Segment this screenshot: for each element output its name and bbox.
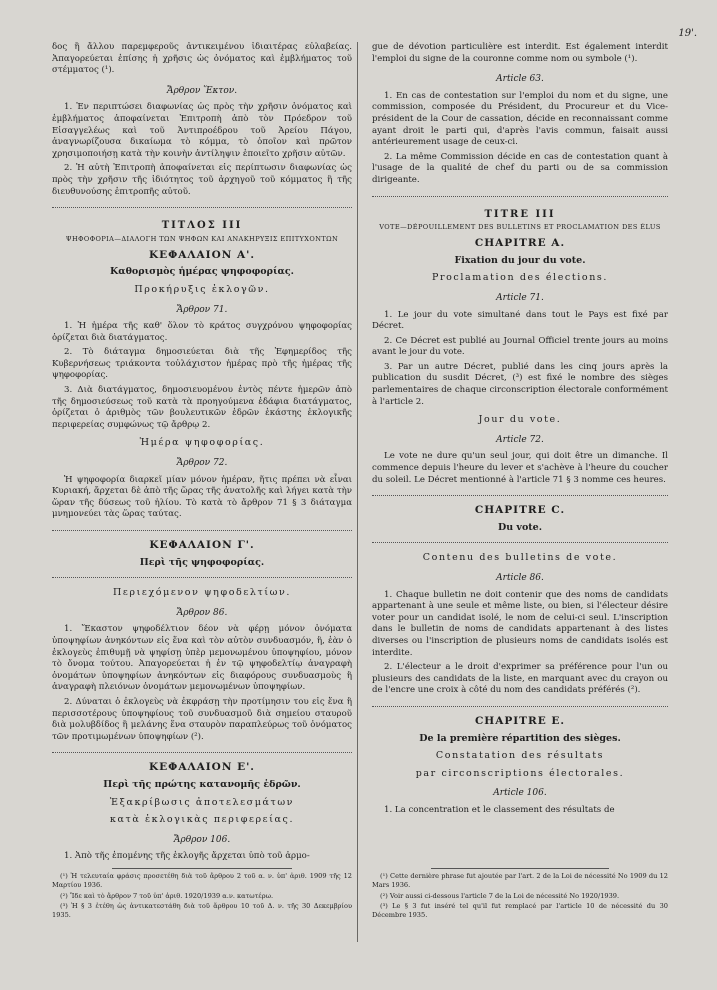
paragraph: δος ἢ ἄλλου παρεμφεροῦς ἀντικειμένου ἰδιαιτέρας εὐλαβείας. Ἀπαγορεύεται ἐπίσης ἡ χρῆσις ὡς ὀνόματος καὶ ἐμβλήματος τοῦ στέμματος (¹). (52, 42, 352, 76)
article-heading: Article 86. (496, 573, 544, 583)
dotted-separator (372, 495, 668, 496)
article-heading: Article 106. (493, 788, 547, 799)
article-heading: Ἄρθρον 72. (176, 458, 228, 469)
footnote: (²) Voir aussi ci-dessous l'article 7 de la Loi de nécessité No 1920/1939. (380, 891, 620, 900)
chapter-heading: CHAPITRE E. (474, 714, 566, 727)
paragraph: 2. La même Commission décide en cas de contestation quant à l'usage de la qualité de chef du parti ou de sa commission dirigeante. (372, 151, 668, 185)
chapter-heading: CHAPITRE A. (474, 237, 566, 250)
section-heading: Constatation des résultats (435, 750, 605, 762)
footnote: (²) Ἴδε καὶ τὸ ἄρθρον 7 τοῦ ὑπ' ἀριθ. 1920/1939 α.ν. κατωτέρω. (60, 891, 274, 900)
french-footnotes (372, 868, 668, 922)
paragraph: 1. Le jour du vote simultané dans tout le Pays est fixé par Décret. (372, 309, 668, 332)
dotted-separator (372, 706, 668, 707)
section-heading: Προκήρυξις ἐκλογῶν. (134, 283, 270, 295)
section-heading: Contenu des bulletins de vote. (422, 552, 618, 564)
title-heading: TITRE III (484, 208, 556, 220)
chapter-heading: ΚΕΦΑΛΑΙΟΝ Γ'. (149, 539, 255, 551)
paragraph: Ἡ ψηφοφορία διαρκεῖ μίαν μόνον ἡμέραν, ἥτις πρέπει νὰ εἶναι Κυριακή, ἄρχεται δὲ ἀπὸ τῆς ὥρας τῆς ἀνατολῆς καὶ λήγει κατὰ τὴν ὥραν τῆς δύσεως τοῦ ἡλίου. Τὸ κατὰ τὸ ἄρθρον 71 § 3 διάταγμα μνημονεύει τὰς ὥρας ταύτας. (52, 474, 352, 520)
paragraph: 3. Διὰ διατάγματος, δημοσιευομένου ἐντὸς πέντε ἡμερῶν ἀπὸ τῆς δημοσιεύσεως τοῦ κατὰ τὰ προηγούμενα ἐδάφια διατάγματος, ὁρίζεται ὁ ἀριθμὸς τῶν βουλευτικῶν ἑδρῶν ἑκάστης ἐκλογικῆς περιφερείας συμφώνως τῷ ἄρθρῳ 2. (52, 385, 352, 430)
greek-footnotes (52, 868, 352, 922)
paragraph: 1. Ἡ ἡμέρα τῆς καθ' ὅλον τὸ κράτος συγχρόνου ψηφοφορίας ὁρίζεται διὰ διατάγματος. (52, 321, 352, 343)
french-column (372, 42, 668, 820)
paragraph: 1. Ἐν περιπτώσει διαφωνίας ὡς πρὸς τὴν χρῆσιν ὀνόματος καὶ ἐμβλήματος ἀποφαίνεται Ἐπιτροπὴ ἀπὸ τὸν Πρόεδρον τοῦ Εἰσαγγελέως καὶ τοῦ Ἀντιπροέδρου τοῦ Ἀρείου Πάγου, ἀναγνωρίζουσα δικαίωμα τὸ κόμμα, τὸ ὁποῖον καὶ πρῶτον χρησιμοποιήσῃ κατὰ τὴν κοινὴν ἀντίληψιν ἐποιεῖτο χρῆσιν αὐτῶν. (52, 102, 352, 159)
paragraph: 1. Ἕκαστον ψηφοδέλτιον δέον νὰ φέρῃ μόνον ὀνόματα ὑποψηφίων ἀνηκόντων εἰς ἕνα καὶ τὸν αὐτὸν συνδυασμόν, ἢ, ἐὰν ὁ ἐκλογεὺς ἐπιθυμῇ νὰ ψηφίσῃ ὑπὲρ μεμονωμένου ὑποψηφίου, μόνον τὸ ὄνομα τούτου. Ἀπαγορεύεται ἡ ἐν τῷ ψηφοδελτίῳ ἀναγραφὴ ὀνομάτων ὑποψηφίων ἀνηκόντων εἰς διαφόρους συνδυασμοὺς ἢ ἀναγραφὴ πλειόνων ὀνομάτων μεμονωμένων ὑποψηφίων. (52, 624, 352, 693)
paragraph: 1. La concentration et le classement des résultats de (384, 804, 615, 815)
chapter-heading: ΚΕΦΑΛΑΙΟΝ Ε'. (149, 761, 255, 774)
section-heading: Ἐξακρίβωσις ἀποτελεσμάτων (109, 796, 295, 808)
paragraph: 3. Par un autre Décret, publié dans les cinq jours après la publication du susdit Décret, (³) est fixé le nombre des sièges parlementaires de chaque circonscription électorale conformément à l'article 2. (372, 361, 668, 407)
paragraph: 2. L'électeur a le droit d'exprimer sa préférence pour l'un ou plusieurs des candidats de la liste, en marquant avec du crayon ou de l'encre une croix à côté du nom des candidats préférés (²). (372, 662, 668, 696)
article-heading: Ἄρθρον 71. (176, 304, 228, 315)
paragraph: 2. Τὸ διάταγμα δημοσιεύεται διὰ τῆς Ἐφημερίδος τῆς Κυβερνήσεως τριάκοντα τοὐλάχιστον ἡμέρας πρὸ τῆς ἡμέρας τῆς ψηφοφορίας. (52, 347, 352, 381)
chapter-heading: CHAPITRE C. (474, 504, 566, 517)
article-heading: Article 71. (496, 292, 544, 303)
paragraph: 2. Ce Décret est publié au Journal Officiel trente jours au moins avant le jour du vote. (372, 335, 668, 358)
paragraph: 2. Ἡ αὐτὴ Ἐπιτροπὴ ἀποφαίνεται εἰς περίπτωσιν διαφωνίας ὡς πρὸς τὴν χρῆσιν τῆς ἰδιότητος τοῦ ἀρχηγοῦ τοῦ κόμματος ἢ τῆς διευθυνούσης ἐπιτροπῆς αὐτοῦ. (52, 163, 352, 197)
dotted-separator (52, 207, 352, 208)
section-heading: Ἡμέρα ψηφοφορίας. (139, 437, 265, 449)
chapter-title: Du vote. (497, 521, 543, 533)
page-number: 19'. (678, 28, 697, 39)
article-heading: Article 63. (496, 74, 544, 85)
paragraph: Le vote ne dure qu'un seul jour, qui doit être un dimanche. Il commence depuis l'heure du lever et s'achève à l'heure du coucher du soleil. Le Décret mentionné à l'article 71 § 3 nomme ces heures. (372, 451, 668, 485)
chapter-title: Fixation du jour du vote. (454, 254, 586, 266)
paragraph: 1. Chaque bulletin ne doit contenir que des noms de candidats appartenant à une seule et même liste, ou bien, si l'électeur désire voter pour un candidat isolé, le nom de celui-ci seul. L'inscription dans le bulletin de noms de candidats appartenant à des listes diverses ou l'inscription de plusieurs noms de candidats isolés est interdite. (372, 589, 668, 658)
paragraph: 2. Δύναται ὁ ἐκλογεὺς νὰ ἐκφράσῃ τὴν προτίμησιν του εἰς ἕνα ἢ περισσοτέρους ὑποψηφίους τοῦ συνδυασμοῦ διὰ σημείου σταυροῦ διὰ μολυβδίδος ἢ μελάνης ἕνα σταυρὸν παραπλεύρως τοῦ ὀνόματος τῶν προτιμωμένων ὑποψηφίων (²). (52, 696, 352, 742)
footnote-rule (431, 868, 609, 869)
section-heading: Jour du vote. (478, 414, 562, 426)
dotted-separator (52, 752, 352, 753)
title-subheading: ΨΗΦΟΦΟΡΙΑ—ΔΙΑΛΟΓΗ ΤΩΝ ΨΗΦΩΝ ΚΑΙ ΑΝΑΚΗΡΥΞΙΣ ΕΠΙΤΥΧΟΝΤΩΝ (65, 234, 339, 243)
title-heading: ΤΙΤΛΟΣ III (161, 220, 243, 232)
dotted-separator (52, 577, 352, 578)
chapter-title: De la première répartition des sièges. (419, 732, 621, 744)
section-heading: κατὰ ἐκλογικὰς περιφερείας. (109, 814, 295, 826)
footnote: (³) Le § 3 fut inséré tel qu'il fut remplacé par l'article 10 de nécessité du 30 Décembre 1935. (372, 902, 668, 920)
chapter-title: Περὶ τῆς ψηφοφορίας. (139, 556, 265, 568)
paragraph: gue de dévotion particulière est interdit. Est également interdit l'emploi du signe de la couronne comme nom ou symbole (¹). (372, 42, 668, 64)
footnote-rule (112, 868, 292, 869)
chapter-heading: ΚΕΦΑΛΑΙΟΝ Α'. (148, 248, 256, 261)
paragraph: 1. En cas de contestation sur l'emploi du nom et du signe, une commission, composée du Président, du Procureur et du Vice-président de la Cour de cassation, décide en reconnaissant comme ayant droit le parti qui, d'après l'avis commun, faisait aussi antérieurement usage de ceux-ci. (372, 90, 668, 148)
article-heading: Article 72. (496, 434, 544, 445)
chapter-title: Καθορισμὸς ἡμέρας ψηφοφορίας. (110, 266, 294, 278)
footnote: (³) Ἡ § 3 ἐτέθη ὡς ἀντικατεστάθη διὰ τοῦ ἄρθρου 10 τοῦ Δ. ν. τῆς 30 Δεκεμβρίου 1935. (52, 902, 352, 920)
article-heading: Ἄρθρον 86. (176, 607, 228, 618)
paragraph: 1. Ἀπὸ τῆς ἐπομένης τῆς ἐκλογῆς ἄρχεται ὑπὸ τοῦ ἁρμο- (64, 851, 310, 862)
chapter-title: Περὶ τῆς πρώτης κατανομῆς ἑδρῶν. (103, 778, 301, 790)
title-subheading: VOTE—DÉPOUILLEMENT DES BULLETINS ET PROCLAMATION DES ÉLUS (379, 223, 661, 232)
greek-column (52, 42, 352, 866)
dotted-separator (372, 542, 668, 543)
dotted-separator (52, 530, 352, 531)
footnote: (¹) Ἡ τελευταία φράσις προσετέθη διὰ τοῦ ἄρθρου 2 τοῦ α. ν. ὑπ' ἀριθ. 1909 τῆς 12 Μαρτίου 1936. (52, 872, 352, 889)
article-heading: Ἄρθρον Ἕκτον. (166, 85, 238, 96)
section-heading: Proclamation des élections. (431, 272, 609, 284)
column-divider (357, 42, 358, 942)
section-heading: par circonscriptions électorales. (415, 767, 625, 779)
article-heading: Ἄρθρον 106. (173, 834, 231, 845)
section-heading: Περιεχόμενον ψηφοδελτίων. (113, 587, 291, 599)
footnote: (¹) Cette dernière phrase fut ajoutée par l'art. 2 de la Loi de nécessité No 1909 du 12 Mars 1936. (372, 872, 668, 889)
dotted-separator (372, 196, 668, 197)
